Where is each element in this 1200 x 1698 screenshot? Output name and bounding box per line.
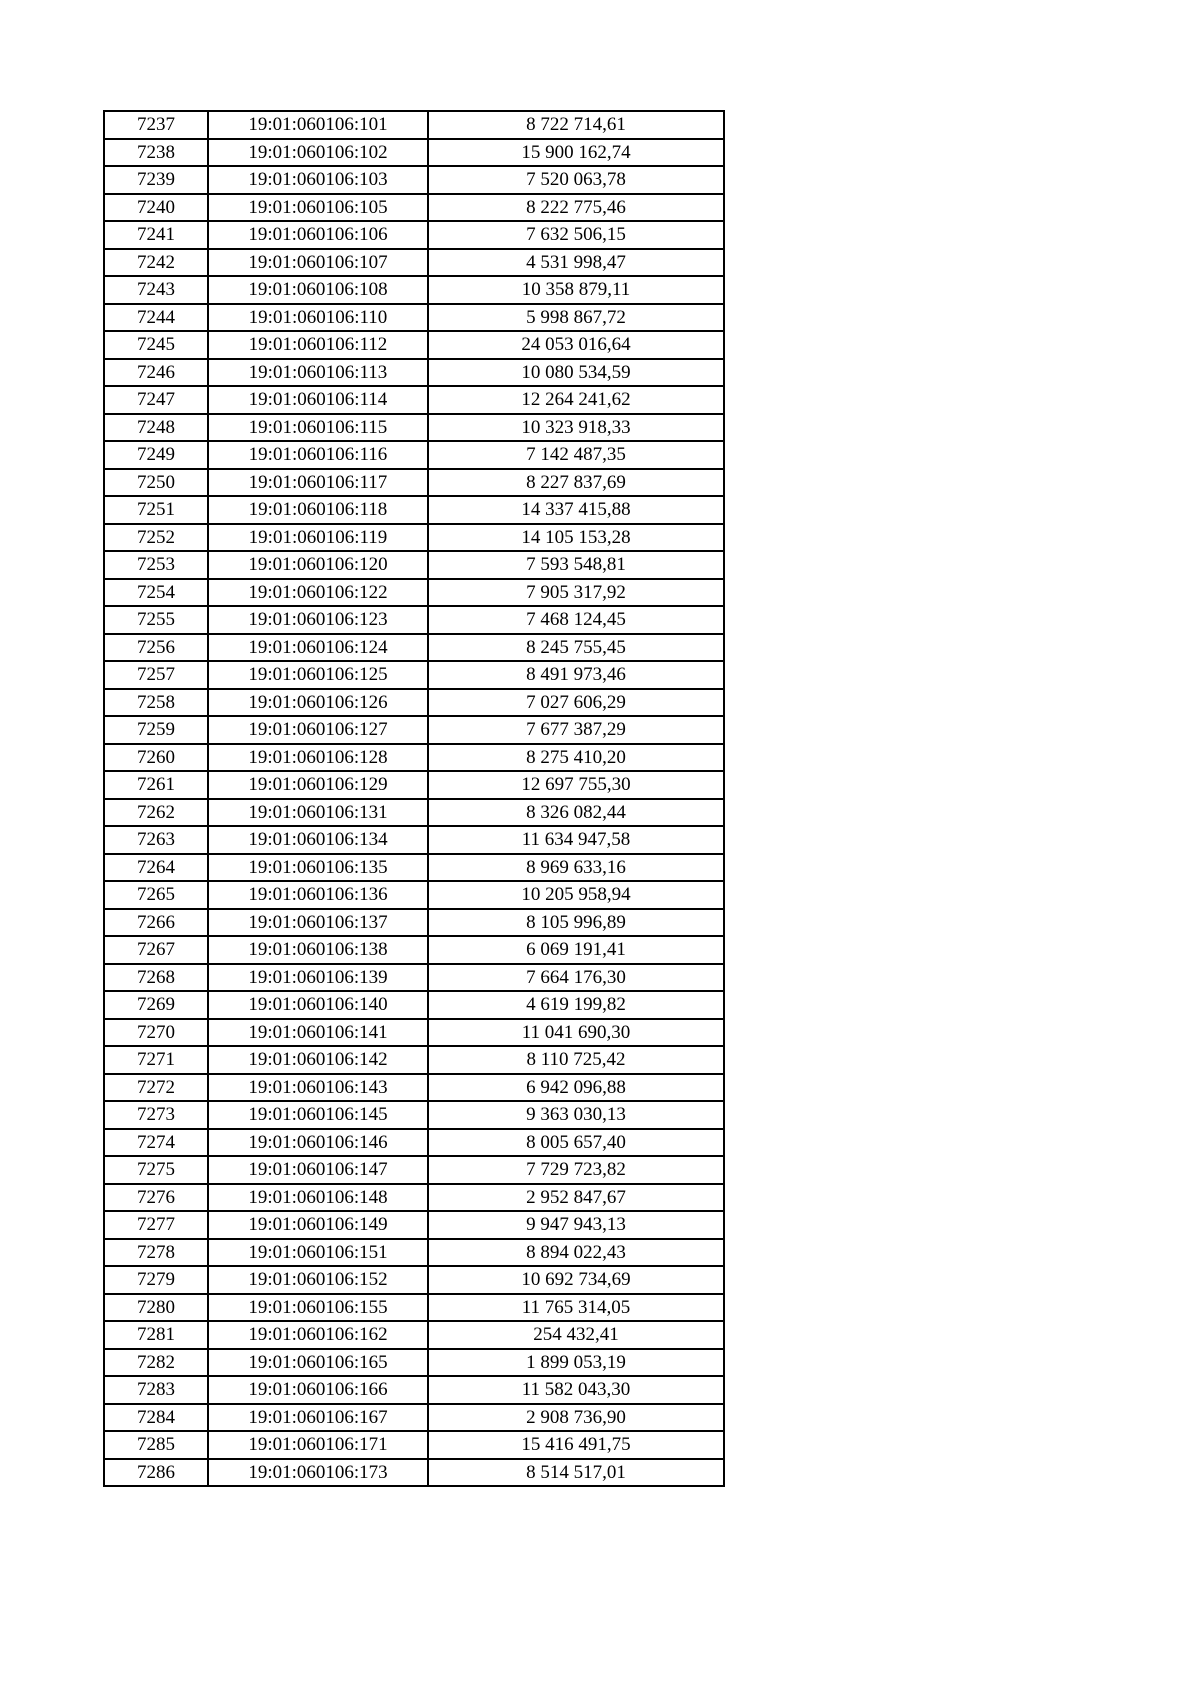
cadastral-value-cell: 7 027 606,29: [428, 689, 724, 717]
cadastral-value-cell: 7 468 124,45: [428, 606, 724, 634]
cadastral-value-cell: 5 998 867,72: [428, 304, 724, 332]
row-number-cell: 7259: [104, 716, 208, 744]
cadastral-value-cell: 11 041 690,30: [428, 1019, 724, 1047]
table-row: [104, 359, 724, 387]
row-number-cell: 7265: [104, 881, 208, 909]
cadastral-number-cell: 19:01:060106:165: [208, 1349, 428, 1377]
cadastral-value-cell: 6 069 191,41: [428, 936, 724, 964]
cadastral-value-cell: 8 722 714,61: [428, 111, 724, 139]
cadastral-value-cell: 10 358 879,11: [428, 276, 724, 304]
row-number-cell: 7245: [104, 331, 208, 359]
table-row: [104, 771, 724, 799]
cadastral-value-cell: 11 634 947,58: [428, 826, 724, 854]
table-row: [104, 304, 724, 332]
cadastral-number-cell: 19:01:060106:138: [208, 936, 428, 964]
row-number-cell: 7246: [104, 359, 208, 387]
cadastral-number-cell: 19:01:060106:123: [208, 606, 428, 634]
table-row: [104, 1349, 724, 1377]
row-number-cell: 7280: [104, 1294, 208, 1322]
cadastral-number-cell: 19:01:060106:141: [208, 1019, 428, 1047]
cadastral-number-cell: 19:01:060106:162: [208, 1321, 428, 1349]
table-row: [104, 991, 724, 1019]
cadastral-value-cell: 4 619 199,82: [428, 991, 724, 1019]
cadastral-number-cell: 19:01:060106:127: [208, 716, 428, 744]
table-row: [104, 1046, 724, 1074]
cadastral-number-cell: 19:01:060106:118: [208, 496, 428, 524]
cadastral-value-cell: 10 323 918,33: [428, 414, 724, 442]
table-row: [104, 1019, 724, 1047]
row-number-cell: 7282: [104, 1349, 208, 1377]
table-row: [104, 744, 724, 772]
cadastral-number-cell: 19:01:060106:147: [208, 1156, 428, 1184]
table-row: [104, 1239, 724, 1267]
cadastral-value-cell: 8 275 410,20: [428, 744, 724, 772]
cadastral-number-cell: 19:01:060106:107: [208, 249, 428, 277]
row-number-cell: 7254: [104, 579, 208, 607]
cadastral-value-cell: 10 205 958,94: [428, 881, 724, 909]
row-number-cell: 7247: [104, 386, 208, 414]
cadastral-number-cell: 19:01:060106:124: [208, 634, 428, 662]
row-number-cell: 7285: [104, 1431, 208, 1459]
cadastral-value-cell: 11 582 043,30: [428, 1376, 724, 1404]
cadastral-value-cell: 10 080 534,59: [428, 359, 724, 387]
cadastral-value-cell: 15 416 491,75: [428, 1431, 724, 1459]
table-row: [104, 936, 724, 964]
cadastral-value-cell: 11 765 314,05: [428, 1294, 724, 1322]
row-number-cell: 7256: [104, 634, 208, 662]
cadastral-number-cell: 19:01:060106:126: [208, 689, 428, 717]
table-row: [104, 854, 724, 882]
row-number-cell: 7237: [104, 111, 208, 139]
table-row: [104, 441, 724, 469]
cadastral-number-cell: 19:01:060106:128: [208, 744, 428, 772]
cadastral-value-cell: 8 005 657,40: [428, 1129, 724, 1157]
cadastral-number-cell: 19:01:060106:142: [208, 1046, 428, 1074]
cadastral-number-cell: 19:01:060106:101: [208, 111, 428, 139]
cadastral-value-cell: 7 905 317,92: [428, 579, 724, 607]
cadastral-number-cell: 19:01:060106:131: [208, 799, 428, 827]
table-row: [104, 276, 724, 304]
row-number-cell: 7248: [104, 414, 208, 442]
cadastral-number-cell: 19:01:060106:105: [208, 194, 428, 222]
row-number-cell: 7250: [104, 469, 208, 497]
cadastral-number-cell: 19:01:060106:146: [208, 1129, 428, 1157]
cadastral-value-cell: 10 692 734,69: [428, 1266, 724, 1294]
table-row: [104, 469, 724, 497]
table-row: [104, 414, 724, 442]
table-row: [104, 634, 724, 662]
cadastral-value-table: [103, 110, 725, 1487]
row-number-cell: 7268: [104, 964, 208, 992]
cadastral-value-cell: 7 729 723,82: [428, 1156, 724, 1184]
table-row: [104, 964, 724, 992]
table-row: [104, 111, 724, 139]
table-row: [104, 606, 724, 634]
row-number-cell: 7279: [104, 1266, 208, 1294]
row-number-cell: 7283: [104, 1376, 208, 1404]
row-number-cell: 7238: [104, 139, 208, 167]
cadastral-number-cell: 19:01:060106:143: [208, 1074, 428, 1102]
table-row: [104, 1321, 724, 1349]
cadastral-number-cell: 19:01:060106:119: [208, 524, 428, 552]
cadastral-value-cell: 24 053 016,64: [428, 331, 724, 359]
row-number-cell: 7276: [104, 1184, 208, 1212]
row-number-cell: 7239: [104, 166, 208, 194]
row-number-cell: 7257: [104, 661, 208, 689]
cadastral-number-cell: 19:01:060106:171: [208, 1431, 428, 1459]
cadastral-value-cell: 4 531 998,47: [428, 249, 724, 277]
cadastral-value-cell: 8 105 996,89: [428, 909, 724, 937]
cadastral-number-cell: 19:01:060106:125: [208, 661, 428, 689]
table-row: [104, 1101, 724, 1129]
cadastral-number-cell: 19:01:060106:167: [208, 1404, 428, 1432]
row-number-cell: 7240: [104, 194, 208, 222]
cadastral-number-cell: 19:01:060106:116: [208, 441, 428, 469]
cadastral-number-cell: 19:01:060106:140: [208, 991, 428, 1019]
row-number-cell: 7269: [104, 991, 208, 1019]
row-number-cell: 7260: [104, 744, 208, 772]
table-row: [104, 1376, 724, 1404]
cadastral-value-cell: 254 432,41: [428, 1321, 724, 1349]
cadastral-number-cell: 19:01:060106:135: [208, 854, 428, 882]
cadastral-value-cell: 7 142 487,35: [428, 441, 724, 469]
row-number-cell: 7277: [104, 1211, 208, 1239]
cadastral-number-cell: 19:01:060106:145: [208, 1101, 428, 1129]
row-number-cell: 7278: [104, 1239, 208, 1267]
cadastral-number-cell: 19:01:060106:106: [208, 221, 428, 249]
cadastral-value-cell: 8 222 775,46: [428, 194, 724, 222]
cadastral-value-cell: 14 337 415,88: [428, 496, 724, 524]
cadastral-value-cell: 7 520 063,78: [428, 166, 724, 194]
cadastral-value-cell: 9 363 030,13: [428, 1101, 724, 1129]
cadastral-value-cell: 8 514 517,01: [428, 1459, 724, 1487]
table-row: [104, 689, 724, 717]
table-row: [104, 1404, 724, 1432]
cadastral-number-cell: 19:01:060106:122: [208, 579, 428, 607]
cadastral-value-cell: 15 900 162,74: [428, 139, 724, 167]
cadastral-number-cell: 19:01:060106:136: [208, 881, 428, 909]
table-row: [104, 551, 724, 579]
cadastral-value-cell: 6 942 096,88: [428, 1074, 724, 1102]
cadastral-number-cell: 19:01:060106:117: [208, 469, 428, 497]
table-row: [104, 1431, 724, 1459]
row-number-cell: 7274: [104, 1129, 208, 1157]
cadastral-value-cell: 7 677 387,29: [428, 716, 724, 744]
row-number-cell: 7255: [104, 606, 208, 634]
cadastral-number-cell: 19:01:060106:112: [208, 331, 428, 359]
cadastral-value-cell: 8 110 725,42: [428, 1046, 724, 1074]
cadastral-value-cell: 7 632 506,15: [428, 221, 724, 249]
table-row: [104, 139, 724, 167]
cadastral-number-cell: 19:01:060106:149: [208, 1211, 428, 1239]
table-body: [104, 111, 724, 1486]
cadastral-value-cell: 9 947 943,13: [428, 1211, 724, 1239]
table-row: [104, 826, 724, 854]
table-row: [104, 799, 724, 827]
cadastral-number-cell: 19:01:060106:152: [208, 1266, 428, 1294]
cadastral-number-cell: 19:01:060106:115: [208, 414, 428, 442]
cadastral-value-cell: 1 899 053,19: [428, 1349, 724, 1377]
row-number-cell: 7252: [104, 524, 208, 552]
cadastral-value-cell: 8 969 633,16: [428, 854, 724, 882]
table-row: [104, 1294, 724, 1322]
table-row: [104, 386, 724, 414]
table-row: [104, 716, 724, 744]
row-number-cell: 7271: [104, 1046, 208, 1074]
row-number-cell: 7272: [104, 1074, 208, 1102]
table-row: [104, 496, 724, 524]
table-row: [104, 524, 724, 552]
row-number-cell: 7284: [104, 1404, 208, 1432]
cadastral-number-cell: 19:01:060106:137: [208, 909, 428, 937]
cadastral-number-cell: 19:01:060106:129: [208, 771, 428, 799]
cadastral-number-cell: 19:01:060106:139: [208, 964, 428, 992]
row-number-cell: 7241: [104, 221, 208, 249]
table-row: [104, 166, 724, 194]
table-row: [104, 661, 724, 689]
table-row: [104, 1459, 724, 1487]
row-number-cell: 7261: [104, 771, 208, 799]
table-row: [104, 1129, 724, 1157]
cadastral-number-cell: 19:01:060106:113: [208, 359, 428, 387]
cadastral-value-cell: 8 491 973,46: [428, 661, 724, 689]
table-row: [104, 579, 724, 607]
row-number-cell: 7273: [104, 1101, 208, 1129]
row-number-cell: 7266: [104, 909, 208, 937]
row-number-cell: 7264: [104, 854, 208, 882]
cadastral-value-cell: 12 264 241,62: [428, 386, 724, 414]
row-number-cell: 7243: [104, 276, 208, 304]
table-row: [104, 1156, 724, 1184]
row-number-cell: 7251: [104, 496, 208, 524]
row-number-cell: 7267: [104, 936, 208, 964]
row-number-cell: 7258: [104, 689, 208, 717]
cadastral-value-cell: 7 664 176,30: [428, 964, 724, 992]
row-number-cell: 7281: [104, 1321, 208, 1349]
cadastral-number-cell: 19:01:060106:173: [208, 1459, 428, 1487]
cadastral-value-cell: 8 894 022,43: [428, 1239, 724, 1267]
table-row: [104, 881, 724, 909]
table-row: [104, 1266, 724, 1294]
row-number-cell: 7249: [104, 441, 208, 469]
cadastral-number-cell: 19:01:060106:108: [208, 276, 428, 304]
table-row: [104, 331, 724, 359]
row-number-cell: 7242: [104, 249, 208, 277]
table-row: [104, 194, 724, 222]
cadastral-value-cell: 2 908 736,90: [428, 1404, 724, 1432]
cadastral-number-cell: 19:01:060106:102: [208, 139, 428, 167]
table-row: [104, 221, 724, 249]
row-number-cell: 7270: [104, 1019, 208, 1047]
cadastral-value-cell: 8 326 082,44: [428, 799, 724, 827]
cadastral-number-cell: 19:01:060106:151: [208, 1239, 428, 1267]
table-row: [104, 1184, 724, 1212]
row-number-cell: 7263: [104, 826, 208, 854]
cadastral-value-cell: 7 593 548,81: [428, 551, 724, 579]
cadastral-value-cell: 8 227 837,69: [428, 469, 724, 497]
cadastral-value-cell: 14 105 153,28: [428, 524, 724, 552]
cadastral-number-cell: 19:01:060106:148: [208, 1184, 428, 1212]
cadastral-value-cell: 2 952 847,67: [428, 1184, 724, 1212]
row-number-cell: 7262: [104, 799, 208, 827]
cadastral-number-cell: 19:01:060106:134: [208, 826, 428, 854]
table-row: [104, 1074, 724, 1102]
table-row: [104, 909, 724, 937]
cadastral-number-cell: 19:01:060106:103: [208, 166, 428, 194]
cadastral-number-cell: 19:01:060106:155: [208, 1294, 428, 1322]
row-number-cell: 7244: [104, 304, 208, 332]
cadastral-value-cell: 12 697 755,30: [428, 771, 724, 799]
cadastral-number-cell: 19:01:060106:166: [208, 1376, 428, 1404]
cadastral-number-cell: 19:01:060106:110: [208, 304, 428, 332]
table-row: [104, 1211, 724, 1239]
cadastral-number-cell: 19:01:060106:114: [208, 386, 428, 414]
row-number-cell: 7275: [104, 1156, 208, 1184]
row-number-cell: 7253: [104, 551, 208, 579]
table-row: [104, 249, 724, 277]
cadastral-value-cell: 8 245 755,45: [428, 634, 724, 662]
cadastral-number-cell: 19:01:060106:120: [208, 551, 428, 579]
row-number-cell: 7286: [104, 1459, 208, 1487]
